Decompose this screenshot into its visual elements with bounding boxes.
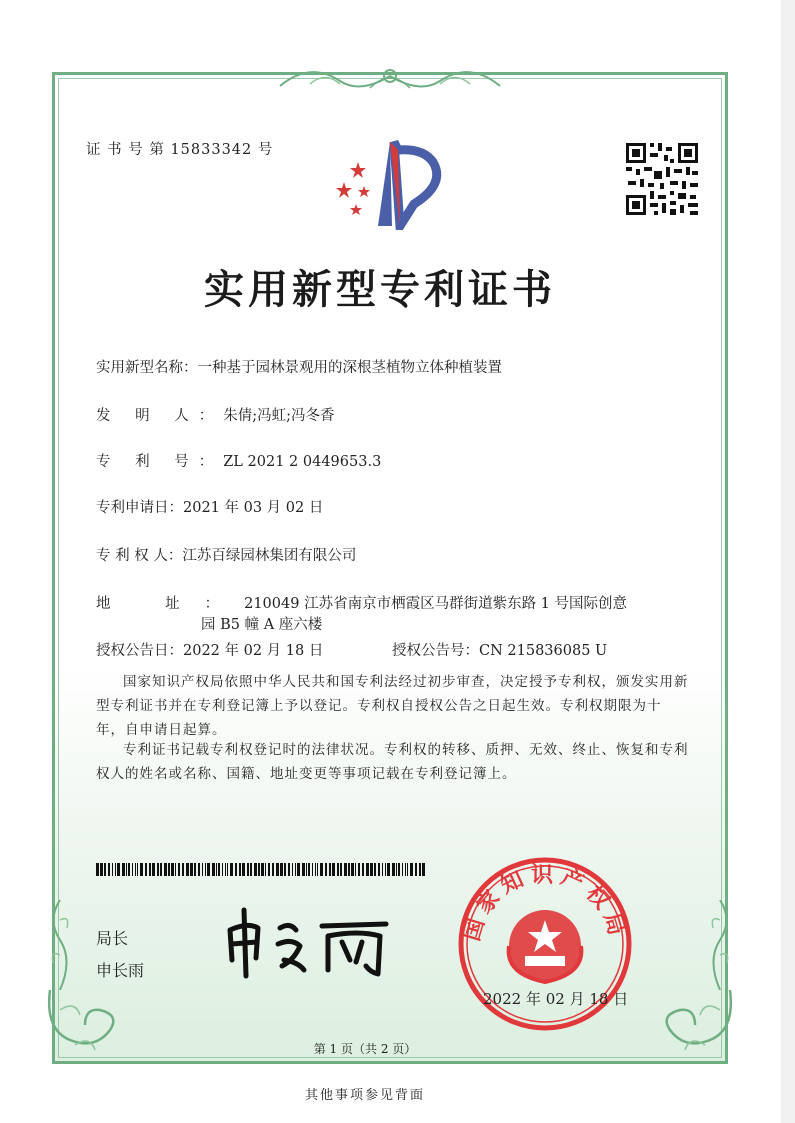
barcode-bar bbox=[250, 863, 252, 876]
address-label: 地 址： bbox=[96, 596, 245, 612]
page-title: 实用新型专利证书 bbox=[204, 266, 556, 313]
grant-statement-paragraph: 国家知识产权局依照中华人民共和国专利法经过初步审查，决定授予专利权，颁发实用新型专利证书并在专利登记簿上予以登记。专利权自授权公告之日起生效。专利权期限为十年，自申请日起算。 bbox=[96, 674, 689, 738]
barcode-bar bbox=[261, 863, 264, 876]
page-number: 第 1 页（共 2 页） bbox=[313, 1042, 417, 1056]
barcode-bar bbox=[254, 863, 257, 876]
barcode-bar bbox=[207, 863, 210, 876]
certificate-number-suffix: 号 bbox=[257, 142, 274, 158]
barcode-bar bbox=[152, 863, 155, 876]
address-value-line2: 园 B5 幢 A 座六楼 bbox=[201, 617, 323, 633]
barcode-bar bbox=[100, 863, 103, 876]
barcode-bar bbox=[194, 863, 196, 876]
barcode-bar bbox=[135, 863, 136, 876]
barcode-bar bbox=[235, 863, 237, 876]
barcode-bar bbox=[205, 863, 206, 876]
barcode-bar bbox=[398, 863, 400, 876]
barcode-bar bbox=[284, 863, 286, 876]
barcode-bar bbox=[122, 863, 125, 876]
patent-number-label: 专 利 号： bbox=[96, 454, 224, 470]
barcode-bar bbox=[145, 863, 147, 876]
barcode-bar bbox=[387, 863, 390, 876]
inventor-label: 发 明 人： bbox=[96, 408, 224, 424]
publication-number-value: CN 215836085 U bbox=[479, 643, 608, 659]
barcode-bar bbox=[247, 863, 249, 876]
barcode-bar bbox=[137, 863, 138, 876]
grant-date-field bbox=[96, 639, 323, 660]
application-date-field bbox=[96, 496, 323, 517]
right-vine-icon bbox=[705, 900, 735, 990]
publication-number-label: 授权公告号： bbox=[392, 643, 479, 659]
address-value-line1: 210049 江苏省南京市栖霞区马群街道紫东路 1 号国际创意 bbox=[244, 596, 628, 612]
barcode-bar bbox=[396, 863, 397, 876]
barcode-bar bbox=[415, 863, 417, 876]
barcode-bar bbox=[280, 863, 283, 876]
barcode-bar bbox=[198, 863, 200, 876]
barcode-bar bbox=[407, 863, 408, 876]
barcode-bar bbox=[268, 863, 270, 876]
seal-text: 国家知识产权局 bbox=[459, 862, 631, 944]
barcode-bar bbox=[190, 863, 193, 876]
barcode-bar bbox=[382, 863, 383, 876]
barcode-bar bbox=[108, 863, 110, 876]
application-date-label: 专利申请日： bbox=[96, 500, 183, 516]
utility-model-name-field bbox=[96, 356, 502, 377]
barcode-bar bbox=[306, 863, 307, 876]
certificate-number-label: 证 书 号 第 bbox=[86, 142, 165, 158]
barcode-bar bbox=[332, 863, 335, 876]
barcode-bar bbox=[276, 863, 279, 876]
barcode-bar bbox=[212, 863, 215, 876]
qr-code-icon bbox=[624, 141, 700, 217]
certificate-number bbox=[86, 138, 273, 159]
legal-status-paragraph: 专利证书记载专利权登记时的法律状况。专利权的转移、质押、无效、终止、恢复和专利权人的姓名或名称、国籍、地址变更等事项记载在专利登记簿上。 bbox=[96, 742, 689, 782]
publication-number-field bbox=[392, 639, 607, 660]
barcode-bar bbox=[348, 863, 350, 876]
barcode-bar bbox=[202, 863, 203, 876]
barcode-bar bbox=[362, 863, 364, 876]
barcode-bar bbox=[218, 863, 220, 876]
barcode-bar bbox=[157, 863, 159, 876]
barcode-icon bbox=[96, 863, 426, 876]
patentee-value: 江苏百绿园林集团有限公司 bbox=[182, 548, 357, 564]
barcode-bar bbox=[410, 863, 413, 876]
barcode-bar bbox=[288, 863, 290, 876]
director-title: 局长 bbox=[96, 929, 129, 948]
barcode-bar bbox=[126, 863, 127, 876]
utility-model-name-value: 一种基于园林景观用的深根茎植物立体种植装置 bbox=[197, 360, 502, 376]
barcode-bar bbox=[392, 863, 395, 876]
utility-model-name-label: 实用新型名称： bbox=[96, 360, 198, 376]
barcode-bar bbox=[128, 863, 130, 876]
barcode-bar bbox=[308, 863, 310, 876]
barcode-bar bbox=[117, 863, 120, 876]
barcode-bar bbox=[132, 863, 133, 876]
barcode-bar bbox=[265, 863, 266, 876]
inventor-value: 朱倩;冯虹;冯冬香 bbox=[223, 408, 335, 424]
barcode-bar bbox=[96, 863, 99, 876]
barcode-bar bbox=[358, 863, 360, 876]
left-vine-icon bbox=[45, 900, 75, 990]
barcode-bar bbox=[239, 863, 241, 876]
barcode-bar bbox=[344, 863, 347, 876]
barcode-bar bbox=[160, 863, 162, 876]
barcode-bar bbox=[182, 863, 184, 876]
barcode-bar bbox=[374, 863, 376, 876]
grant-date-label: 授权公告日： bbox=[96, 643, 183, 659]
barcode-bar bbox=[366, 863, 369, 876]
grant-date-value: 2022 年 02 月 18 日 bbox=[183, 643, 324, 659]
barcode-bar bbox=[370, 863, 373, 876]
barcode-bar bbox=[340, 863, 342, 876]
top-ornament-icon bbox=[270, 56, 510, 96]
barcode-bar bbox=[272, 863, 274, 876]
barcode-bar bbox=[317, 863, 318, 876]
barcode-bar bbox=[168, 863, 170, 876]
barcode-bar bbox=[175, 863, 176, 876]
address-field bbox=[96, 592, 627, 613]
barcode-bar bbox=[355, 863, 356, 876]
barcode-bar bbox=[422, 863, 425, 876]
barcode-bar bbox=[186, 863, 189, 876]
barcode-bar bbox=[297, 863, 300, 876]
seal-date: 2022 年 02 月 18 日 bbox=[483, 990, 629, 1008]
barcode-bar bbox=[325, 863, 327, 876]
barcode-bar bbox=[115, 863, 116, 876]
barcode-bar bbox=[225, 863, 226, 876]
barcode-bar bbox=[178, 863, 180, 876]
barcode-bar bbox=[112, 863, 113, 876]
barcode-bar bbox=[227, 863, 228, 876]
barcode-bar bbox=[222, 863, 223, 876]
patent-number-field bbox=[96, 450, 381, 471]
barcode-bar bbox=[140, 863, 143, 876]
barcode-bar bbox=[164, 863, 167, 876]
patent-office-emblem-icon bbox=[328, 134, 458, 230]
barcode-bar bbox=[320, 863, 323, 876]
barcode-bar bbox=[149, 863, 151, 876]
barcode-bar bbox=[329, 863, 331, 876]
barcode-bar bbox=[216, 863, 217, 876]
barcode-bar bbox=[258, 863, 260, 876]
barcode-bar bbox=[295, 863, 296, 876]
barcode-bar bbox=[171, 863, 174, 876]
patent-number-value: ZL 2021 2 0449653.3 bbox=[223, 454, 382, 470]
barcode-bar bbox=[419, 863, 421, 876]
patentee-field bbox=[96, 544, 356, 565]
barcode-bar bbox=[351, 863, 354, 876]
barcode-bar bbox=[405, 863, 406, 876]
certificate-number-value: 15833342 bbox=[170, 142, 253, 158]
barcode-bar bbox=[385, 863, 386, 876]
barcode-bar bbox=[337, 863, 339, 876]
barcode-bar bbox=[230, 863, 233, 876]
application-date-value: 2021 年 03 月 02 日 bbox=[183, 500, 324, 516]
barcode-bar bbox=[312, 863, 313, 876]
director-signature-icon bbox=[218, 900, 398, 980]
director-name: 申长雨 bbox=[96, 961, 145, 980]
barcode-bar bbox=[292, 863, 293, 876]
barcode-bar bbox=[378, 863, 380, 876]
barcode-bar bbox=[242, 863, 245, 876]
scan-edge bbox=[781, 0, 795, 1123]
barcode-bar bbox=[104, 863, 106, 876]
footer-note: 其他事项参见背面 bbox=[304, 1088, 425, 1103]
patentee-label: 专 利 权 人： bbox=[96, 548, 183, 564]
barcode-bar bbox=[315, 863, 316, 876]
barcode-bar bbox=[402, 863, 403, 876]
inventor-field bbox=[96, 404, 335, 425]
barcode-bar bbox=[302, 863, 305, 876]
